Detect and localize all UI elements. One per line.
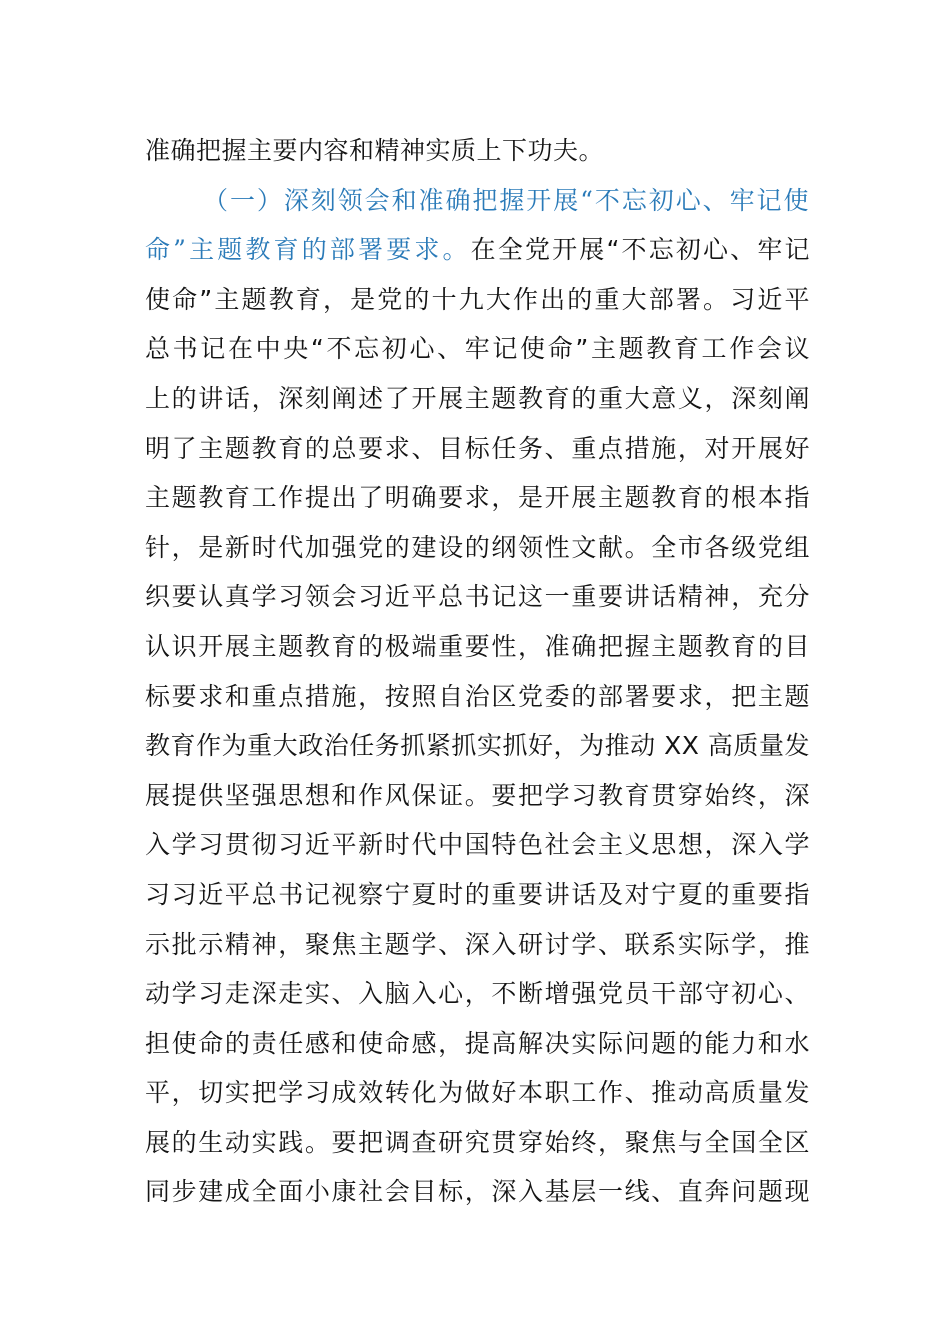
line-text: 织要认真学习领会习近平总书记这一重要讲话精神，充分 (145, 582, 810, 612)
section-heading-line (145, 176, 810, 226)
line-text: 上的讲话，深刻阐述了开展主题教育的重大意义，深刻阐 (145, 383, 810, 413)
line-text: 主题教育工作提出了明确要求，是开展主题教育的根本指 (145, 483, 810, 513)
line-text: 同步建成全面小康社会目标，深入基层一线、直奔问题现 (145, 1177, 810, 1207)
line-text: 在全党开展“不忘初心、牢记 (470, 235, 810, 265)
text-line (145, 969, 810, 1019)
text-line (145, 622, 810, 672)
text-line (145, 1167, 810, 1217)
text-line (145, 771, 810, 821)
text-line (145, 572, 810, 622)
text-line (145, 920, 810, 970)
line-text: 展提供坚强思想和作风保证。要把学习教育贯穿始终，深 (145, 780, 810, 810)
line-text: 习习近平总书记视察宁夏时的重要讲话及对宁夏的重要指 (145, 879, 810, 909)
section-heading-text: 命”主题教育的部署要求。 (145, 235, 471, 265)
line-text: 入学习贯彻习近平新时代中国特色社会主义思想，深入学 (145, 830, 810, 860)
line-text: 标要求和重点措施，按照自治区党委的部署要求，把主题 (145, 681, 810, 711)
line-text: 平，切实把学习成效转化为做好本职工作、推动高质量发 (145, 1078, 810, 1108)
text-line (145, 721, 810, 771)
text-line (145, 275, 810, 325)
text-line (145, 523, 810, 573)
line-text: 担使命的责任感和使命感，提高解决实际问题的能力和水 (145, 1028, 810, 1058)
line-text: 认识开展主题教育的极端重要性，准确把握主题教育的目 (145, 631, 810, 661)
section-heading-text: （一）深刻领会和准确把握开展“不忘初心、牢记使 (203, 185, 810, 215)
line-text: 示批示精神，聚焦主题学、深入研讨学、联系实际学，推 (145, 929, 810, 959)
text-line (145, 820, 810, 870)
text-line (145, 424, 810, 474)
line-text: 准确把握主要内容和精神实质上下功夫。 (145, 136, 605, 165)
text-line (145, 1068, 810, 1118)
paragraph-body (145, 126, 810, 1217)
line-text: 教育作为重大政治任务抓紧抓实抓好，为推动 XX 高质量发 (145, 731, 810, 761)
line-text: 明了主题教育的总要求、目标任务、重点措施，对开展好 (145, 433, 810, 463)
text-line (145, 126, 810, 176)
line-text: 动学习走深走实、入脑入心，不断增强党员干部守初心、 (145, 979, 810, 1009)
text-line (145, 324, 810, 374)
line-text: 总书记在中央“不忘初心、牢记使命”主题教育工作会议 (145, 334, 810, 364)
line-text: 展的生动实践。要把调查研究贯穿始终，聚焦与全国全区 (145, 1127, 810, 1157)
text-line (145, 374, 810, 424)
text-line (145, 473, 810, 523)
line-text: 针，是新时代加强党的建设的纲领性文献。全市各级党组 (145, 532, 810, 562)
text-line (145, 672, 810, 722)
line-text: 使命”主题教育，是党的十九大作出的重大部署。习近平 (145, 284, 810, 314)
text-line (145, 870, 810, 920)
text-line (145, 1019, 810, 1069)
text-line (145, 225, 810, 275)
text-line (145, 1118, 810, 1168)
